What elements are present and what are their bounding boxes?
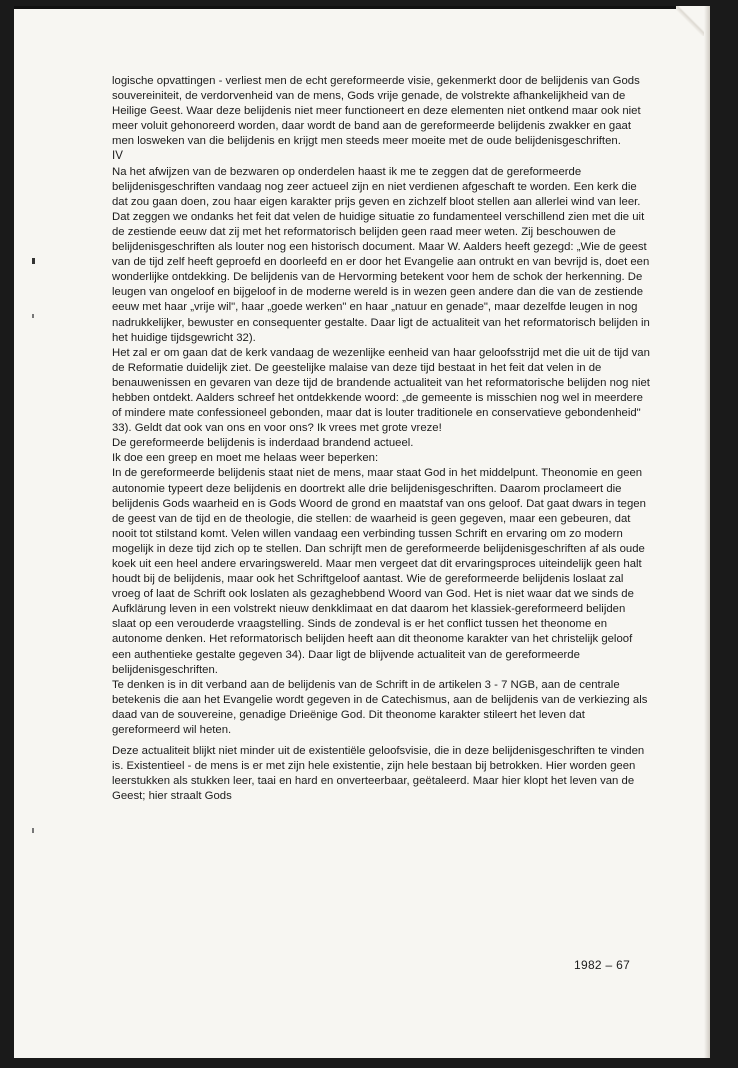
page-number: 1982 – 67 [574, 958, 631, 972]
paragraph: Dat zeggen we ondanks het feit dat velen de huidige situatie zo fundamenteel verschillend zien met die uit de zestiende eeuw dat zij met het reformatorisch belijden geen raad meer weten. Zij beschouwen de belijdenisgeschriften als louter nog een historisch document. Maar W. Aalders heeft gezegd: „Wie de geest van de tijd zelf heeft geproefd en doorleefd en er door het Evangelie aan ontrukt en van bevrijd is, doet een wonderlijke ontdekking. De belijdenis van de Hervorming betekent voor hem de schok der herkenning. De leugen van ongeloof en bijgeloof in de moderne wereld is in wezen geen andere dan die van de zestiende eeuw met haar „vrije wil", haar „goede werken" en haar „natuur en genade", maar dezelfde leugen in nog nadrukkelijker, bewuster en consequenter gestalte. Daar ligt de actualiteit van het reformatorisch belijden in het huidige tijdsgewricht 32). [112, 210, 650, 344]
paragraph: De gereformeerde belijdenis is inderdaad brandend actueel. [112, 437, 414, 450]
paragraph: Deze actualiteit blijkt niet minder uit de existentiële geloofsvisie, die in deze belijdenisgeschriften te vinden is. Existentieel - de mens is er met zijn hele existentie, zijn hele bestaan bij betrokken. Hier worden geen leerstukken als stukken leer, taai en hard en onverteerbaar, geëtaleerd. Maar hier klopt het leven van de Geest; hier straalt Gods [112, 745, 645, 803]
paragraph: logische opvattingen - verliest men de echt gereformeerde visie, gekenmerkt door de belijdenis van Gods souvereiniteit, de verdorvenheid van de mens, Gods vrije genade, de volstrekte afhankelijkheid van de Heilige Geest. Waar deze belijdenis niet meer functioneert en deze elementen niet ontkend maar ook niet meer voluit gehonoreerd worden, daar wordt de band aan de gereformeerde belijdenis zwakker en gaat men losweken van die belijdenis en krijgt men steeds meer moeite met de oude belijdenisgeschriften. [112, 75, 641, 148]
margin-mark [32, 314, 34, 318]
document-page [14, 6, 710, 1058]
paragraph: Ik doe een greep en moet me helaas weer beperken: [112, 452, 379, 465]
paragraph: Te denken is in dit verband aan de belijdenis van de Schrift in de artikelen 3 - 7 NGB, aan de centrale betekenis die aan het Evangelie wordt gegeven in de Catechismus, aan de belijdenis van de verkiezing als daad van de souvereine, genadige Drieënige God. Dit theonome karakter stileert het leven dat gereformeerd wil heten. [112, 678, 648, 737]
margin-mark [32, 828, 34, 833]
paragraph: In de gereformeerde belijdenis staat niet de mens, maar staat God in het middelpunt. Theonomie en geen autonomie typeert deze belijdenis en doortrekt alle drie belijdenisgeschriften. Daarom proclameert die belijdenis Gods waarheid en is Gods Woord de grond en maatstaf van ons geloof. Dat gaat dwars in tegen de geest van de tijd en de theologie, die stellen: de waarheid is geen gegeven, maar een gebeuren, dat nooit tot stilstand komt. Velen willen vandaag een verbinding tussen Schrift en ervaring om zo modern mogelijk in deze tijd zich op te stellen. Dan schrijft men de gereformeerde belijdenisgeschriften af als oude koek uit een heel andere ervaringswereld. Maar men vergeet dat dit ervaringsproces uiteindelijk geen halt houdt bij de belijdenis, maar ook het Schriftgeloof aantast. Wie de gereformeerde belijdenis loslaat zal vroeg of laat de Schrift ook loslaten als gezaghebbend Woord van God. Het is niet waar dat we sinds de Aufklärung leven in een volstrekt nieuw denkklimaat en dat daarom het klassiek-gereformeerd belijden slaat op een verouderde vraagstelling. Sinds de zondeval is er het conflict tussen het theonome en autonome denken. Het reformatorisch belijden heeft aan dit theonome karakter van het christelijk geloof een authentieke gestalte gegeven 34). Daar ligt de blijvende actualiteit van de gereformeerde belijdenisgeschriften. [112, 467, 646, 676]
body-text [112, 74, 652, 805]
paragraph: Het zal er om gaan dat de kerk vandaag de wezenlijke eenheid van haar geloofsstrijd met die uit de tijd van de Reformatie duidelijk ziet. De geestelijke malaise van deze tijd bestaat in het feit dat velen in de benauwenissen en gevaren van deze tijd de brandende actualiteit van het reformatorische belijden nog niet hebben ontdekt. Aalders schreef het ontdekkende woord: „de gemeente is misschien nog wel in meerdere of mindere mate confessioneel gebonden, maar dat is louter traditionele en conservatieve gebondenheid" 33). Geldt dat ook van ons en voor ons? Ik vrees met grote vreze! [112, 346, 650, 435]
paragraph: Na het afwijzen van de bezwaren op onderdelen haast ik me te zeggen dat de gereformeerde belijdenisgeschriften vandaag nog zeer actueel zijn en niet verdienen afgeschaft te worden. Een kerk die dat zou gaan doen, zou haar eigen karakter prijs geven en zichzelf bloot stellen aan allerlei wind van leer. [112, 165, 641, 208]
page-edge-shadow [704, 6, 710, 1058]
margin-mark [32, 258, 35, 264]
page-top-border [14, 6, 710, 9]
section-heading: IV [112, 150, 123, 163]
